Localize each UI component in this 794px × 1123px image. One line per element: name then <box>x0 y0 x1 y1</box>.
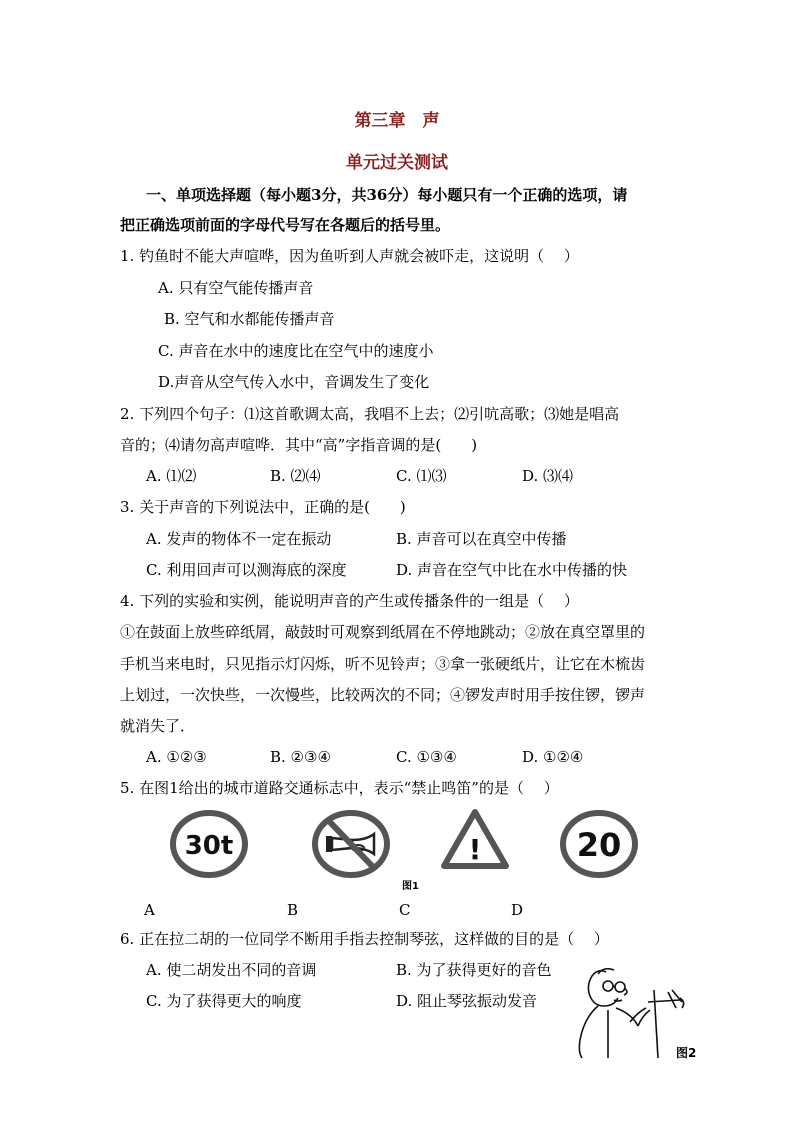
q2-stem-line1: 2. 下列四个句子：⑴这首歌调太高，我唱不上去；⑵引吭高歌；⑶她是唱高 <box>120 405 620 423</box>
q5-stem: 5. 在图1给出的城市道路交通标志中，表示“禁止鸣笛”的是（ ） <box>120 779 559 797</box>
figure2-caption: 图2 <box>676 1046 697 1060</box>
q2-option-a: A. ⑴⑵ <box>146 467 197 485</box>
q2-option-c: C. ⑴⑶ <box>396 467 447 485</box>
q6-option-a: A. 使二胡发出不同的音调 <box>146 961 317 979</box>
sign-d-text: 20 <box>576 826 622 864</box>
q3-option-d: D. 声音在空气中比在水中传播的快 <box>396 561 628 579</box>
q6-stem: 6. 正在拉二胡的一位同学不断用手指去控制琴弦，这样做的目的是（ ） <box>120 930 609 948</box>
q4-stem-line3: 手机当来电时，只见指示灯闪烁，听不见铃声；③拿一张硬纸片，让它在木梳齿 <box>120 655 646 673</box>
q4-stem-line2: ①在鼓面上放些碎纸屑，敲鼓时可观察到纸屑在不停地跳动；②放在真空罩里的 <box>120 623 646 641</box>
sign-no-horn <box>312 810 390 878</box>
sign-label-c: C <box>399 901 411 919</box>
sign-label-d: D <box>511 901 524 919</box>
section-intro-line2: 把正确选项前面的字母代号写在各题后的括号里。 <box>120 216 451 234</box>
q1-option-c: C. 声音在水中的速度比在空气中的速度小 <box>158 342 434 360</box>
sign-label-b: B <box>287 901 299 919</box>
q3-option-a: A. 发声的物体不一定在振动 <box>146 530 332 548</box>
q4-stem-line5: 就消失了． <box>120 717 196 735</box>
q3-stem: 3. 关于声音的下列说法中，正确的是( ) <box>120 498 406 516</box>
q2-stem-line2: 音的；⑷请勿高声喧哗．其中“高”字指音调的是( ) <box>120 436 478 454</box>
q4-stem-line1: 4. 下列的实验和实例，能说明声音的产生或传播条件的一组是（ ） <box>120 592 579 610</box>
q2-option-d: D. ⑶⑷ <box>522 467 574 485</box>
q4-option-c: C. ①③④ <box>396 748 457 766</box>
q1-option-b: B. 空气和水都能传播声音 <box>164 310 335 328</box>
q3-option-c: C. 利用回声可以测海底的深度 <box>146 561 347 579</box>
q3-option-b: B. 声音可以在真空中传播 <box>396 530 567 548</box>
q4-stem-line4: 上划过，一次快些，一次慢些，比较两次的不同；④锣发声时用手按住锣，锣声 <box>120 686 646 704</box>
sign-label-a: A <box>144 901 155 919</box>
sign-weight-limit <box>170 810 248 878</box>
q2-option-b: B. ⑵⑷ <box>270 467 321 485</box>
chapter-title: 第三章 声 <box>354 111 440 131</box>
q6-option-c: C. 为了获得更大的响度 <box>146 992 302 1010</box>
figure1-caption: 图1 <box>402 881 419 892</box>
q6-option-b: B. 为了获得更好的音色 <box>396 961 552 979</box>
q4-option-b: B. ②③④ <box>270 748 331 766</box>
q4-option-a: A. ①②③ <box>146 748 207 766</box>
q1-stem: 1. 钓鱼时不能大声喧哗，因为鱼听到人声就会被吓走，这说明（ ） <box>120 247 579 265</box>
page-subtitle: 单元过关测试 <box>346 153 448 173</box>
q4-option-d: D. ①②④ <box>522 748 584 766</box>
q1-option-d: D.声音从空气传入水中，音调发生了变化 <box>158 373 430 391</box>
sign-a-text: 30t <box>184 831 234 861</box>
q6-option-d: D. 阻止琴弦振动发音 <box>396 992 538 1010</box>
section-intro-line1: 一、单项选择题（每小题3分，共36分）每小题只有一个正确的选项，请 <box>146 186 628 204</box>
sign-warning <box>440 808 510 872</box>
q1-option-a: A. 只有空气能传播声音 <box>158 279 314 297</box>
sign-c-text: ! <box>468 833 482 866</box>
sign-speed-limit <box>560 810 638 878</box>
